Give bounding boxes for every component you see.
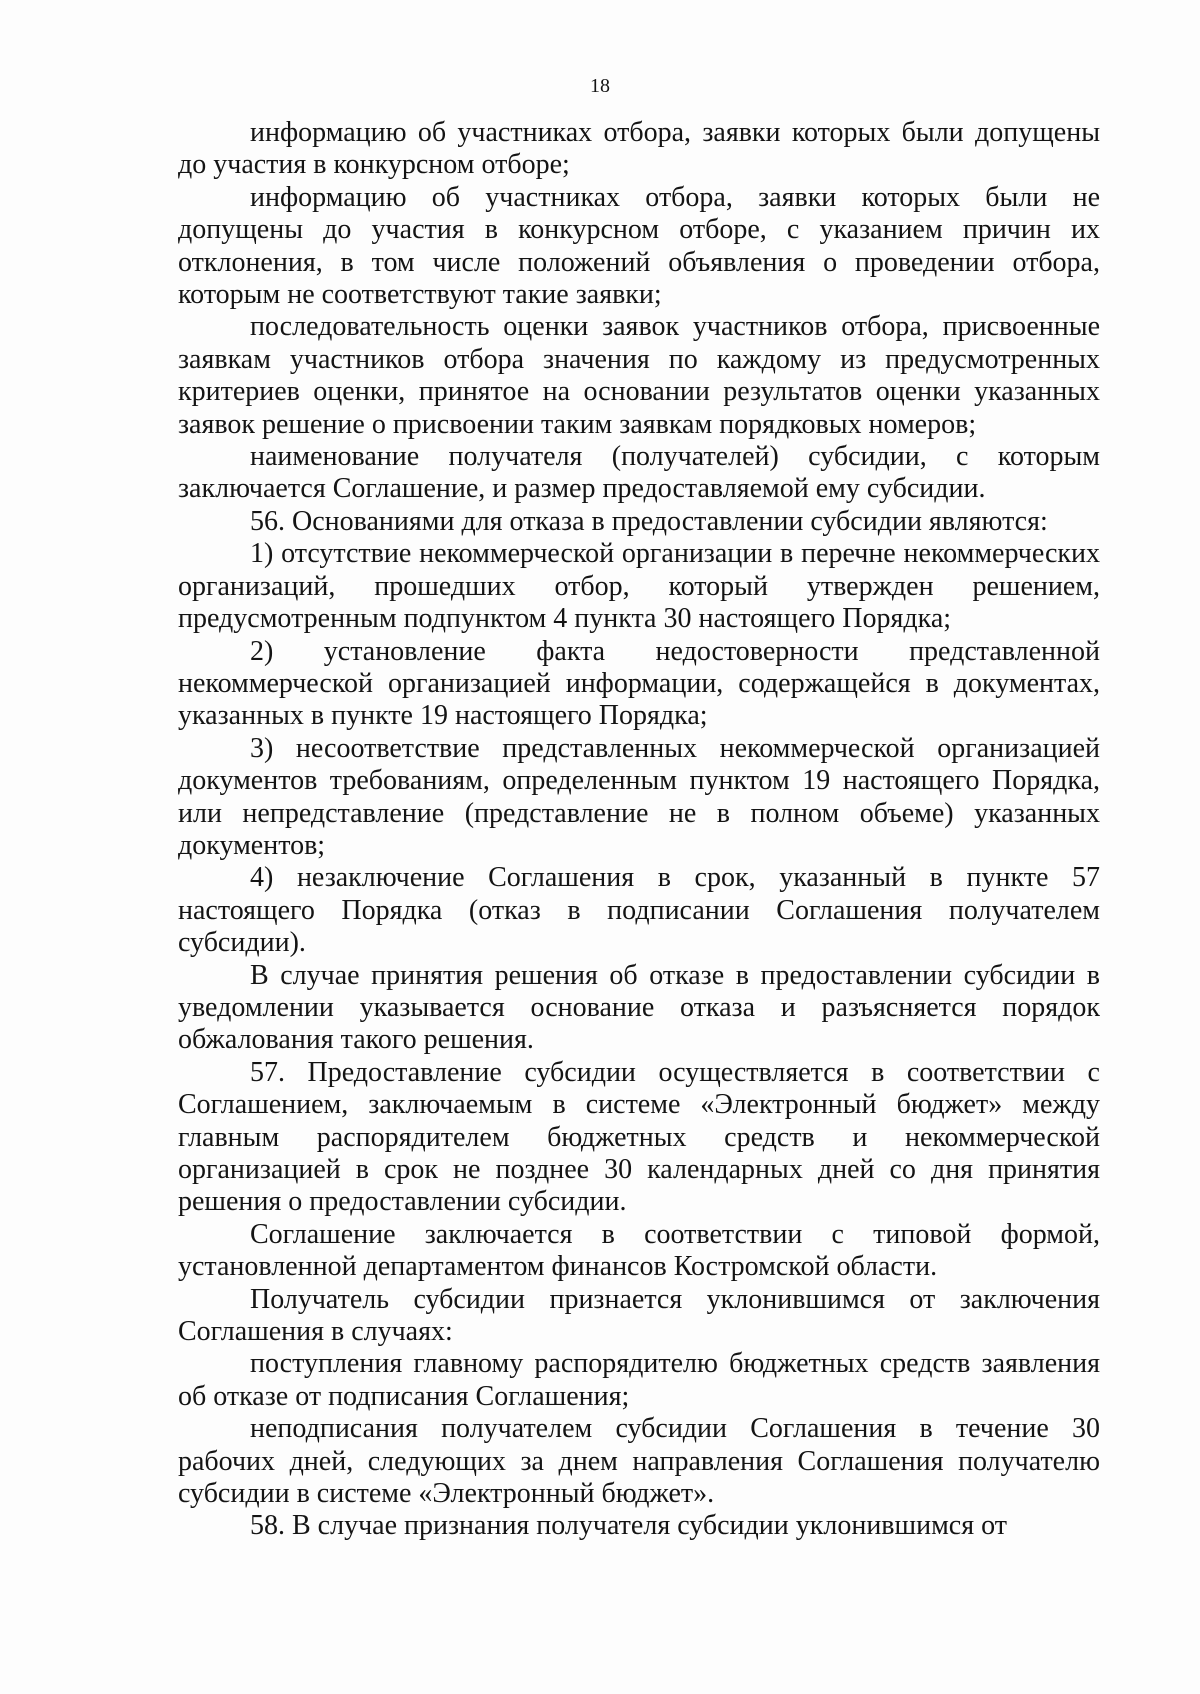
paragraph-participants-admitted: информацию об участниках отбора, заявки которых были допущены до участия в конкурсном отборе; <box>178 117 1100 181</box>
paragraph-clause-56-item-2: 2) установление факта недостоверности представленной некоммерческой организацией информации, содержащейся в документах, указанных в пункте 19 настоящего Порядка; <box>178 635 1100 732</box>
paragraph-evasion-cases: Получатель субсидии признается уклонившимся от заключения Соглашения в случаях: <box>178 1283 1100 1348</box>
document-body <box>178 117 1100 1543</box>
paragraph-evasion-refusal: поступления главному распорядителю бюджетных средств заявления об отказе от подписания Соглашения; <box>178 1348 1100 1412</box>
paragraph-recipient-name: наименование получателя (получателей) субсидии, с которым заключается Соглашение, и размер предоставляемой ему субсидии. <box>178 441 1100 505</box>
paragraph-clause-56: 56. Основаниями для отказа в предоставлении субсидии являются: <box>250 505 1048 537</box>
paragraph-clause-56-item-1: 1) отсутствие некоммерческой организации в перечне некоммерческих организаций, прошедших отбор, который утвержден решением, предусмотренным подпунктом 4 пункта 30 настоящего Порядка; <box>178 538 1100 635</box>
paragraph-participants-rejected: информацию об участниках отбора, заявки которых были не допущены до участия в конкурсном отборе, с указанием причин их отклонения, в том числе положений объявления о проведении отбора, которым не соответствуют такие заявки; <box>178 181 1100 311</box>
paragraph-clause-56-item-4: 4) незаключение Соглашения в срок, указанный в пункте 57 настоящего Порядка (отказ в подписании Соглашения получателем субсидии). <box>178 862 1100 959</box>
paragraph-evaluation-sequence: последовательность оценки заявок участников отбора, присвоенные заявкам участников отбора значения по каждому из предусмотренных критериев оценки, принятое на основании результатов оценки указанных заявок решение о присвоении таким заявкам порядковых номеров; <box>178 311 1100 440</box>
paragraph-clause-56-item-3: 3) несоответствие представленных некоммерческой организацией документов требованиям, определенным пунктом 19 настоящего Порядка, или непредставление (представление не в полном объеме) указанных документов; <box>178 732 1100 861</box>
paragraph-standard-form: Соглашение заключается в соответствии с типовой формой, установленной департаментом финансов Костромской области. <box>178 1218 1100 1283</box>
paragraph-clause-57: 57. Предоставление субсидии осуществляется в соответствии с Соглашением, заключаемым в системе «Электронный бюджет» между главным распорядителем бюджетных средств и некоммерческой организацией в срок не позднее 30 календарных дней со дня принятия решения о предоставлении субсидии. <box>178 1056 1100 1218</box>
page-number: 18 <box>590 75 610 97</box>
paragraph-evasion-not-signed: неподписания получателем субсидии Соглашения в течение 30 рабочих дней, следующих за днем направления Соглашения получателю субсидии в системе «Электронный бюджет». <box>178 1413 1100 1510</box>
paragraph-clause-58: 58. В случае признания получателя субсидии уклонившимся от <box>250 1510 1007 1542</box>
paragraph-refusal-notice: В случае принятия решения об отказе в предоставлении субсидии в уведомлении указывается основание отказа и разъясняется порядок обжалования такого решения. <box>178 959 1100 1056</box>
